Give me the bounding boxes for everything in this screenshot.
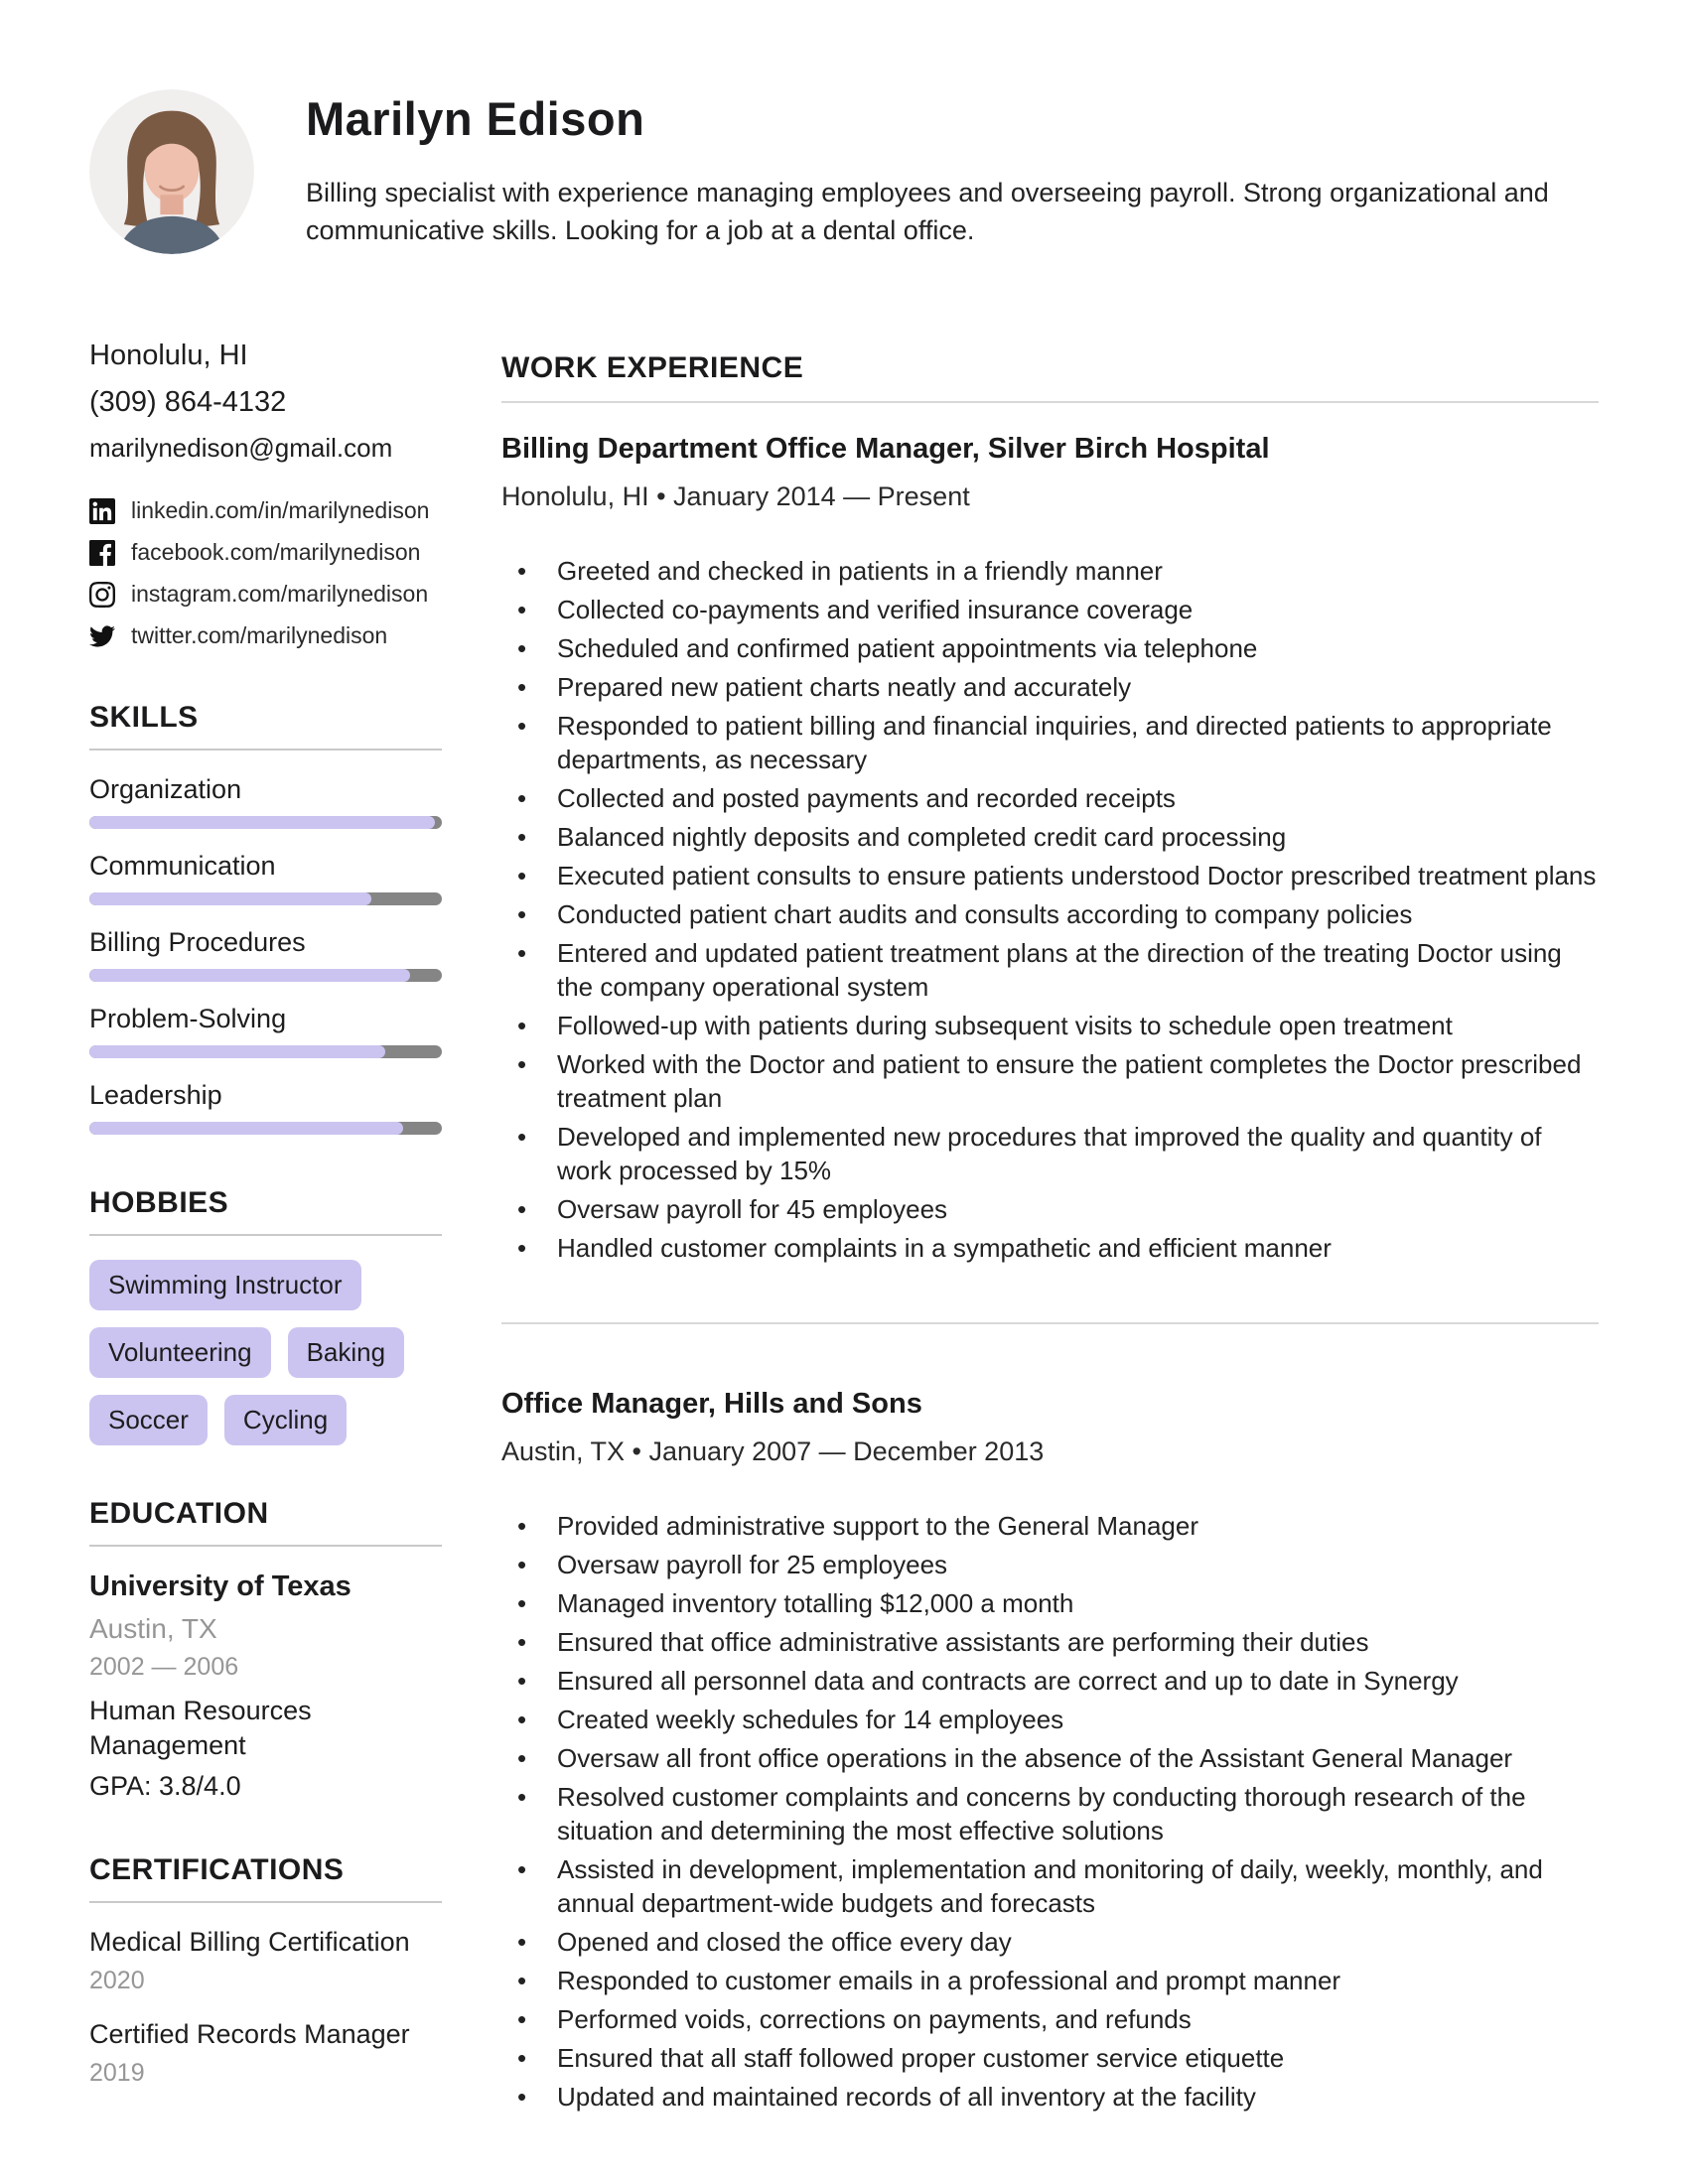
hobbies-heading: HOBBIES [89, 1186, 229, 1219]
certification-item [89, 2019, 442, 2088]
job-divider [501, 1322, 1599, 1324]
job-bullet: • Created weekly schedules for 14 employees [501, 1703, 1599, 1736]
skill-bar-fill [89, 969, 410, 982]
section-divider [89, 1545, 442, 1547]
job-bullet: • Worked with the Doctor and patient to ensure the patient completes the Doctor prescribed treatment plan [501, 1047, 1599, 1115]
job-bullet: • Greeted and checked in patients in a friendly manner [501, 554, 1599, 588]
skill-bar-fill [89, 892, 371, 905]
avatar-portrait-illustration [89, 89, 254, 254]
sidebar [89, 340, 442, 2118]
education-dates: 2002 — 2006 [89, 1653, 239, 1681]
job-bullet: • Oversaw payroll for 25 employees [501, 1548, 1599, 1581]
job-bullet: • Entered and updated patient treatment plans at the direction of the treating Doctor using the company operational system [501, 936, 1599, 1004]
job-bullet: • Resolved customer complaints and concerns by conducting thorough research of the situation and determining the most effective solutions [501, 1780, 1599, 1847]
education-school: University of Texas [89, 1570, 352, 1602]
contact-email: marilynedison@gmail.com [89, 433, 393, 463]
skill-bar-fill [89, 816, 435, 829]
certification-name: Certified Records Manager [89, 2019, 410, 2049]
certifications-heading: CERTIFICATIONS [89, 1853, 345, 1886]
job-bullet: • Collected and posted payments and recorded receipts [501, 781, 1599, 815]
job-bullet: • Handled customer complaints in a sympathetic and efficient manner [501, 1231, 1599, 1265]
job-bullet: • Prepared new patient charts neatly and accurately [501, 670, 1599, 704]
skill-bar [89, 816, 442, 829]
job-bullet: • Balanced nightly deposits and completed credit card processing [501, 820, 1599, 854]
job-bullet: • Conducted patient chart audits and consults according to company policies [501, 897, 1599, 931]
skill-bar [89, 1122, 442, 1135]
skills-section [89, 701, 442, 1135]
content-columns [89, 340, 1599, 2118]
twitter-icon [89, 623, 115, 649]
education-degree: Human Resources Management [89, 1696, 312, 1760]
work-experience-heading: WORK EXPERIENCE [501, 351, 804, 384]
social-link-linkedin[interactable] [89, 497, 442, 524]
certification-year: 2020 [89, 1967, 145, 1994]
hobby-tag: Baking [288, 1327, 405, 1378]
social-link-label: linkedin.com/in/marilynedison [131, 497, 430, 523]
job-bullet: • Oversaw all front office operations in the absence of the Assistant General Manager [501, 1741, 1599, 1775]
job-bullet: • Developed and implemented new procedures that improved the quality and quantity of work processed by 15% [501, 1120, 1599, 1187]
job-title: Billing Department Office Manager, Silver Birch Hospital [501, 433, 1270, 465]
skill-label: Organization [89, 774, 242, 804]
job-bullet-list [501, 554, 1599, 1265]
hobbies-section [89, 1186, 442, 1445]
social-link-label: twitter.com/marilynedison [131, 622, 388, 648]
section-divider [89, 1901, 442, 1903]
certification-item [89, 1927, 442, 1995]
page-title: Marilyn Edison [306, 92, 645, 145]
linkedin-icon [89, 498, 115, 524]
job-bullet: • Scheduled and confirmed patient appointments via telephone [501, 631, 1599, 665]
skill-item [89, 851, 442, 905]
hobby-tag: Swimming Instructor [89, 1260, 361, 1310]
social-link-label: instagram.com/marilynedison [131, 581, 429, 607]
skill-item [89, 927, 442, 982]
skill-bar-fill [89, 1045, 385, 1058]
section-divider [501, 401, 1599, 403]
education-heading: EDUCATION [89, 1497, 269, 1530]
contact-location: Honolulu, HI [89, 340, 248, 371]
profile-summary: Billing specialist with experience managing employees and overseeing payroll. Strong organizational and communicative skills. Looking for a job at a dental office. [306, 178, 1549, 245]
skill-label: Leadership [89, 1080, 222, 1110]
social-links [89, 497, 442, 649]
skill-label: Problem-Solving [89, 1004, 287, 1033]
job-bullet-list [501, 1509, 1599, 2114]
skill-bar [89, 892, 442, 905]
job-meta: Austin, TX • January 2007 — December 2013 [501, 1436, 1045, 1466]
job-bullet: • Updated and maintained records of all inventory at the facility [501, 2080, 1599, 2114]
facebook-icon [89, 540, 115, 566]
certifications-section [89, 1853, 442, 2088]
job-bullet: • Ensured all personnel data and contracts are correct and up to date in Synergy [501, 1664, 1599, 1698]
header [89, 89, 1599, 254]
job-bullet: • Provided administrative support to the General Manager [501, 1509, 1599, 1543]
contact-phone: (309) 864-4132 [89, 386, 287, 418]
hobby-tag: Soccer [89, 1395, 208, 1445]
job-bullet: • Collected co-payments and verified insurance coverage [501, 593, 1599, 626]
avatar [89, 89, 254, 254]
education-gpa: GPA: 3.8/4.0 [89, 1771, 241, 1801]
job-bullet: • Performed voids, corrections on payments, and refunds [501, 2002, 1599, 2036]
skill-bar [89, 969, 442, 982]
job-bullet: • Opened and closed the office every day [501, 1925, 1599, 1959]
certification-year: 2019 [89, 2059, 145, 2087]
job-bullet: • Ensured that office administrative assistants are performing their duties [501, 1625, 1599, 1659]
social-link-facebook[interactable] [89, 539, 442, 566]
social-link-instagram[interactable] [89, 581, 442, 608]
job-bullet: • Managed inventory totalling $12,000 a month [501, 1586, 1599, 1620]
hobby-tag: Cycling [224, 1395, 347, 1445]
job-entry [501, 1388, 1599, 2114]
job-entry [501, 433, 1599, 1265]
job-bullet: • Responded to patient billing and financial inquiries, and directed patients to appropriate departments, as necessary [501, 709, 1599, 776]
contact-block [89, 340, 442, 464]
social-link-twitter[interactable] [89, 622, 442, 649]
job-bullet: • Followed-up with patients during subsequent visits to schedule open treatment [501, 1009, 1599, 1042]
job-meta: Honolulu, HI • January 2014 — Present [501, 481, 970, 511]
education-location: Austin, TX [89, 1613, 217, 1644]
skill-item [89, 1080, 442, 1135]
skill-label: Billing Procedures [89, 927, 306, 957]
skill-bar-fill [89, 1122, 403, 1135]
job-bullet: • Assisted in development, implementation and monitoring of daily, weekly, monthly, and annual department-wide budgets and forecasts [501, 1852, 1599, 1920]
job-bullet: • Ensured that all staff followed proper customer service etiquette [501, 2041, 1599, 2075]
section-divider [89, 749, 442, 751]
job-title: Office Manager, Hills and Sons [501, 1388, 922, 1420]
social-link-label: facebook.com/marilynedison [131, 539, 421, 565]
certification-name: Medical Billing Certification [89, 1927, 410, 1957]
job-bullet: • Executed patient consults to ensure patients understood Doctor prescribed treatment plans [501, 859, 1599, 892]
hobbies-list [89, 1260, 442, 1445]
skill-item [89, 1004, 442, 1058]
hobby-tag: Volunteering [89, 1327, 271, 1378]
skill-label: Communication [89, 851, 276, 881]
skills-heading: SKILLS [89, 701, 199, 734]
job-bullet: • Oversaw payroll for 45 employees [501, 1192, 1599, 1226]
header-text [306, 89, 1557, 249]
skills-list [89, 774, 442, 1135]
instagram-icon [89, 582, 115, 608]
certifications-list [89, 1927, 442, 2088]
section-divider [89, 1234, 442, 1236]
skill-bar [89, 1045, 442, 1058]
job-bullet: • Responded to customer emails in a professional and prompt manner [501, 1964, 1599, 1997]
skill-item [89, 774, 442, 829]
work-experience-section [501, 340, 1599, 2118]
education-section [89, 1497, 442, 1802]
